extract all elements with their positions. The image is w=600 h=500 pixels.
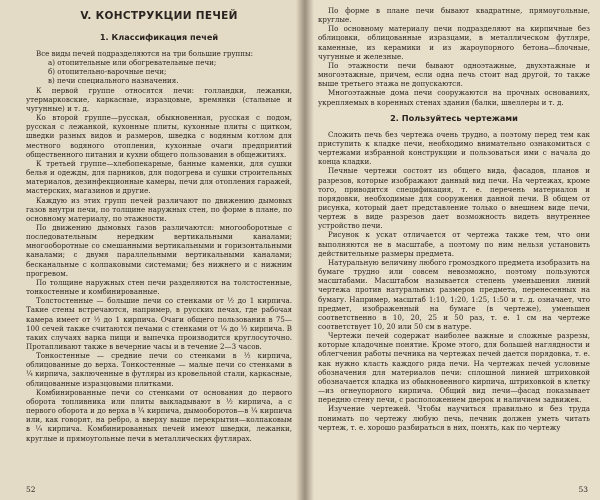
paragraph: Сложить печь без чертежа очень трудно, а поэтому перед тем как приступить к кладке печи, необходимо внимательно ознакомиться с чертежами избранной конструкции и пользоваться ими с начала до конца кладки. [318,129,590,167]
page-number: 52 [26,485,36,494]
right-page [304,0,600,500]
paragraph: По этажности печи бывают одноэтажные, двухэтажные и многоэтажные, причем, если одна печь стоит над другой, то также выше третьего этажа не допускаются. [318,60,590,89]
paragraph: Тонкостенные — средние печи со стенками в ½ кирпича, облицованные до верха. Тонкостенные — малые печи со стенками в ¼ кирпича, заключенные в футляры из кровельной стали, каркасные, облицованные изразцовыми плитками. [26,351,292,388]
paragraph: Все виды печей подразделяются на три большие группы: [36,49,254,58]
paragraph: Рисунок к ускат отличается от чертежа также тем, что они выполняются не в масштабе, а поэтому по ним нельзя установить действительные размеры предмета. [318,230,590,258]
section-title-drawings: 2. Пользуйтесь чертежами [390,112,518,123]
paragraph: По движению дымовых газов различаются: многооборотные с последовательным нередким вертикальными каналами; многооборотные со смешанными вертикальными и горизонтальными каналами; с двумя параллельными вертикальными каналами; бесканальные с колпаковыми системами; без нижнего и с нижним прогревом. [26,222,292,278]
list-item: б) отопительно-варочные печи; [48,67,167,77]
page-number: 53 [578,485,588,494]
paragraph: Толстостенные — большие печи со стенками от ½ до 1 кирпича. Такие стены встречаются, например, в русских печах, где рабочая камера имеет от ½ до 1 кирпича. Очаги общего пользования в 75—100 сечей также считаются печами с стенками от ¼ до ½ кирпича. В таких случаях варка пищи и выпечка производится круглосуточно. Протапливают также в вечерние часы и в течение 2—3 часов. [26,296,292,351]
paragraph: Ко второй группе—русская, обыкновенная, русская с подом, русская с лежанкой, кухонные плиты, кухонные плиты с щитком, шведки разных видов и размеров, шведка с водяным котлом для местного водяного отопления, кухонные очаги предприятий общественного питания и кухни общего пользования в общежитиях. [26,113,292,159]
paragraph: К третьей группе—хлебопекарные, банные каменки, для сушки белья и одежды, для парников, для подогрева и сушки строительных материалов, дезинфекционные камеры, печи для отопления гаражей, мастерских, магазинов и другие. [26,158,292,196]
section-title-classification: 1. Классификация печей [99,32,219,42]
chapter-title: V. КОНСТРУКЦИИ ПЕЧЕЙ [80,10,238,22]
paragraph: К первой группе относятся печи: голландки, лежанки, утермарковские, каркасные, изразцовые, времянки (стальные и чугунные) и т. д. [26,85,292,113]
paragraph: Печные чертежи состоят из общего вида, фасадов, планов и разрезов, которые изображают данный вид печи. На чертежах, кроме того, приводится спецификация, т. е. перечень материалов и порядовки, необходимые для сооружения данной печи. В общем от рисунка, который дает представление только о внешнем виде печи, чертеж в виде разрезов дает возможность видеть внутреннее устройство печи. [318,166,590,231]
paragraph: Комбинированные печи со стенками от основания до первого оборота топливника или плиты выкладывают в ½ кирпича, а с первого оборота и до верха в ¼ кирпича, дымооборотов—в ¼ кирпича или, как говорят, на ребро, а вверху выше перекрытия—колпаковым в ¼ кирпича. Комбинированных печей имеют шведки, лежанки, круглые и прямоугольные печи в металлических футлярах. [26,387,292,443]
list-item: в) печи специального назначения. [48,76,179,86]
paragraph: По толщине наружных стен печи разделяются на толстостенные, тонкостенные и комбинированные. [26,277,292,297]
paragraph: По основному материалу печи подразделяют на кирпичные без облицовки, облицованные изразцами, в металлическом футляре, каменные, из керамики и из жароупорного бетона—блочные, чугунные и железные. [318,24,590,61]
paragraph: Изучение чертежей. Чтобы научиться правильно и без труда понимать по чертежу любую печь, печник должен уметь читать чертеж, т. е. хорошо разбираться в них, понять, как по чертежу [318,404,590,432]
paragraph: По форме в плане печи бывают квадратные, прямоугольные, круглые. [318,6,590,25]
paragraph: Каждую из этих групп печей различают по движению дымовых газов внутри печи, по толщине наружных стен, по форме в плане, по основному материалу, по этажности. [26,195,292,223]
paragraph: Чертежи печей содержат наиболее важные и сложные разрезы, которые кладочные понятие. Кроме этого, для большей наглядности и облегчения работы печника на чертежах печей дается порядовка, т. е. как нужно класть каждого ряда печи. На чертежах печей условные обозначения для материалов печи: сплошной линией штриховкой обозначается кладка из обыкновенного кирпича, штриховкой в клетку—из огнеупорного кирпича. Общий вид печи—фасад показывает передню стену печи, с расположением дверок и наличием задвижек. [318,331,590,405]
paragraph: Многоэтажные дома печи сооружаются на прочных основаниях, укрепляемых в коренных стенах здания (балки, швеллеры и т. д. [318,88,590,107]
paragraph: Натуральную величину любого громоздкого предмета изобразить на бумаге трудно или совсем невозможно, поэтому пользуются масштабами. Масштабом называется степень уменьшения линий чертежа против натуральных размеров предмета, перенесенных на бумагу. Например, масштаб 1:10, 1:20, 1:25, 1:50 и т. д. означает, что предмет, изображенный на бумаге (в чертеже), уменьшен соответственно в 10, 20, 25 и 50 раз, т. е. 1 см на чертеже соответствует 10, 20 или 50 см в натуре. [318,257,590,331]
list-item: а) отопительные или обогревательные печи; [48,58,217,68]
